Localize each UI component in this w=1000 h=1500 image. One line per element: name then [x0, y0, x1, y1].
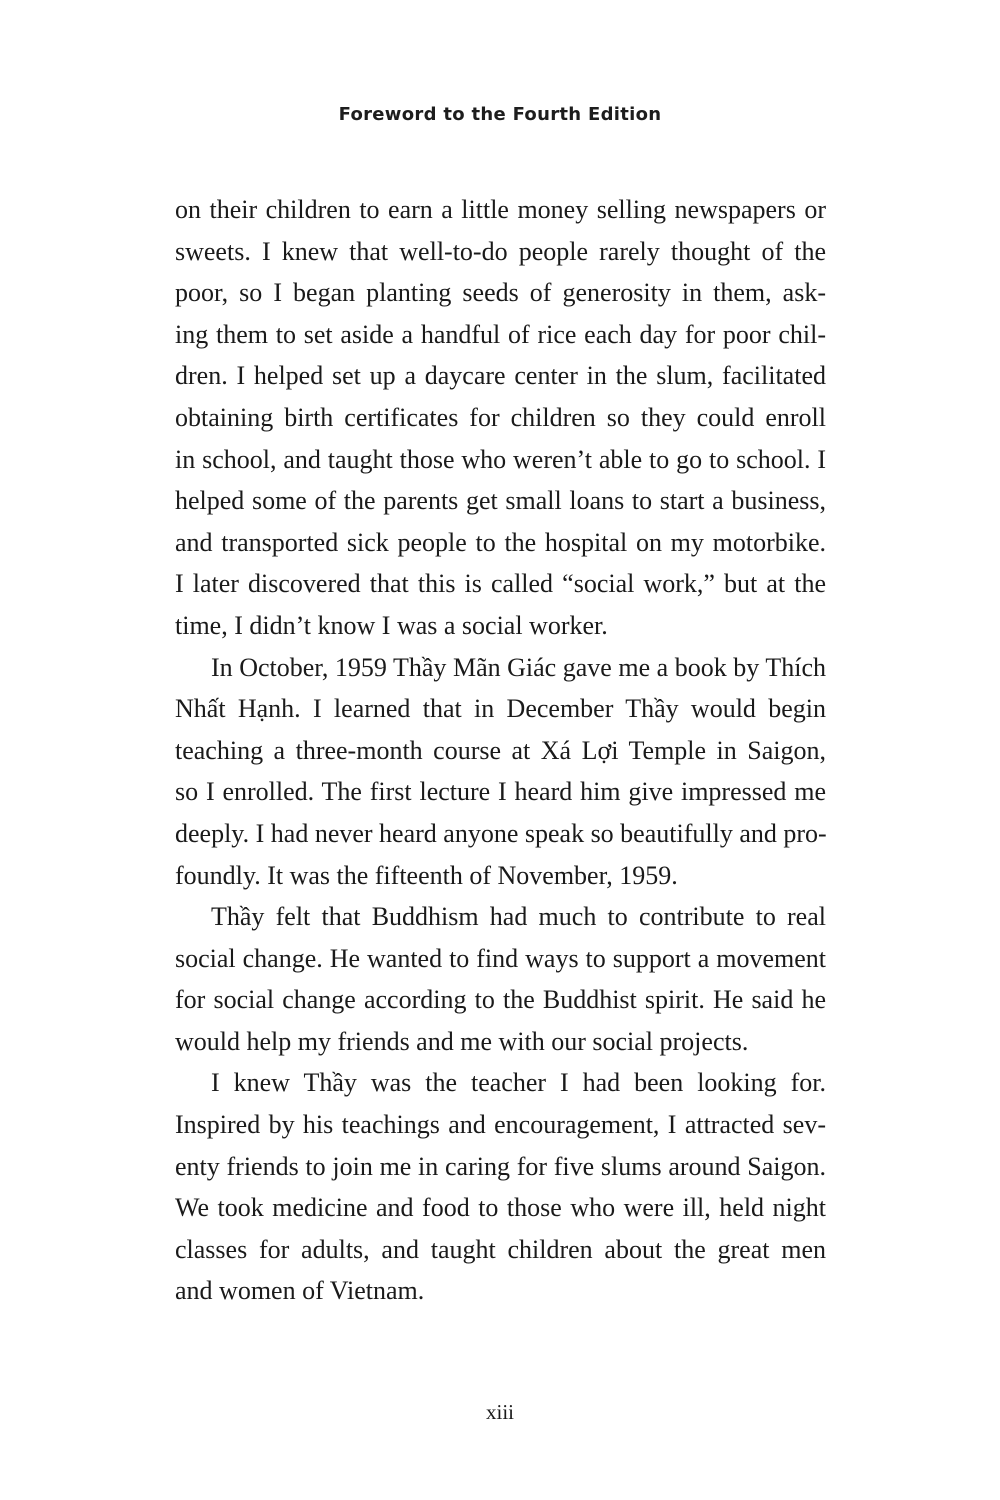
- text-line: classes for adults, and taught children about the great men: [175, 1234, 826, 1264]
- text-line: and women of Vietnam.: [175, 1276, 425, 1306]
- page-number: xiii: [485, 1400, 514, 1424]
- text-line: teaching a three-month course at Xá Lợi Temple in Saigon,: [175, 735, 826, 765]
- text-line: enty friends to join me in caring for five slums around Saigon.: [175, 1151, 826, 1181]
- text-line: I later discovered that this is called “social work,” but at the: [175, 569, 826, 599]
- text-line: poor, so I began planting seeds of generosity in them, ask-: [175, 278, 826, 308]
- text-line: for social change according to the Buddhist spirit. He said he: [175, 985, 826, 1015]
- running-head-title: Foreword to the Fourth Edition: [338, 104, 662, 125]
- text-line: ing them to set aside a handful of rice each day for poor chil-: [175, 319, 826, 349]
- text-line: Inspired by his teachings and encouragement, I attracted sev-: [175, 1110, 826, 1140]
- text-line: would help my friends and me with our social projects.: [175, 1026, 749, 1056]
- text-line: In October, 1959 Thầy Mãn Giác gave me a book by Thích: [211, 652, 826, 682]
- text-line: foundly. It was the fifteenth of November, 1959.: [175, 860, 678, 890]
- paragraph-2: [175, 647, 826, 897]
- text-line: social change. He wanted to find ways to support a movement: [175, 943, 826, 973]
- paragraph-1: [175, 189, 826, 647]
- text-line: Thầy felt that Buddhism had much to contribute to real: [211, 902, 826, 932]
- text-line: in school, and taught those who weren’t able to go to school. I: [175, 444, 826, 474]
- text-line: so I enrolled. The first lecture I heard him give impressed me: [175, 777, 826, 807]
- text-line: We took medicine and food to those who were ill, held night: [175, 1193, 826, 1223]
- text-line: I knew Thầy was the teacher I had been looking for.: [211, 1068, 826, 1098]
- text-line: time, I didn’t know I was a social worker.: [175, 610, 608, 640]
- text-line: deeply. I had never heard anyone speak so beautifully and pro-: [175, 818, 827, 848]
- paragraph-4: [175, 1062, 826, 1312]
- text-line: dren. I helped set up a daycare center in the slum, facilitated: [175, 361, 826, 391]
- paragraph-3: [175, 896, 826, 1062]
- body-text: [175, 189, 826, 1312]
- text-line: on their children to earn a little money selling newspapers or: [175, 195, 826, 224]
- text-line: obtaining birth certificates for children so they could enroll: [175, 402, 826, 432]
- text-line: and transported sick people to the hospital on my motorbike.: [175, 527, 826, 557]
- text-line: Nhất Hạnh. I learned that in December Thầy would begin: [175, 694, 826, 724]
- text-line: sweets. I knew that well-to-do people rarely thought of the: [175, 236, 826, 266]
- text-line: helped some of the parents get small loans to start a business,: [175, 486, 826, 516]
